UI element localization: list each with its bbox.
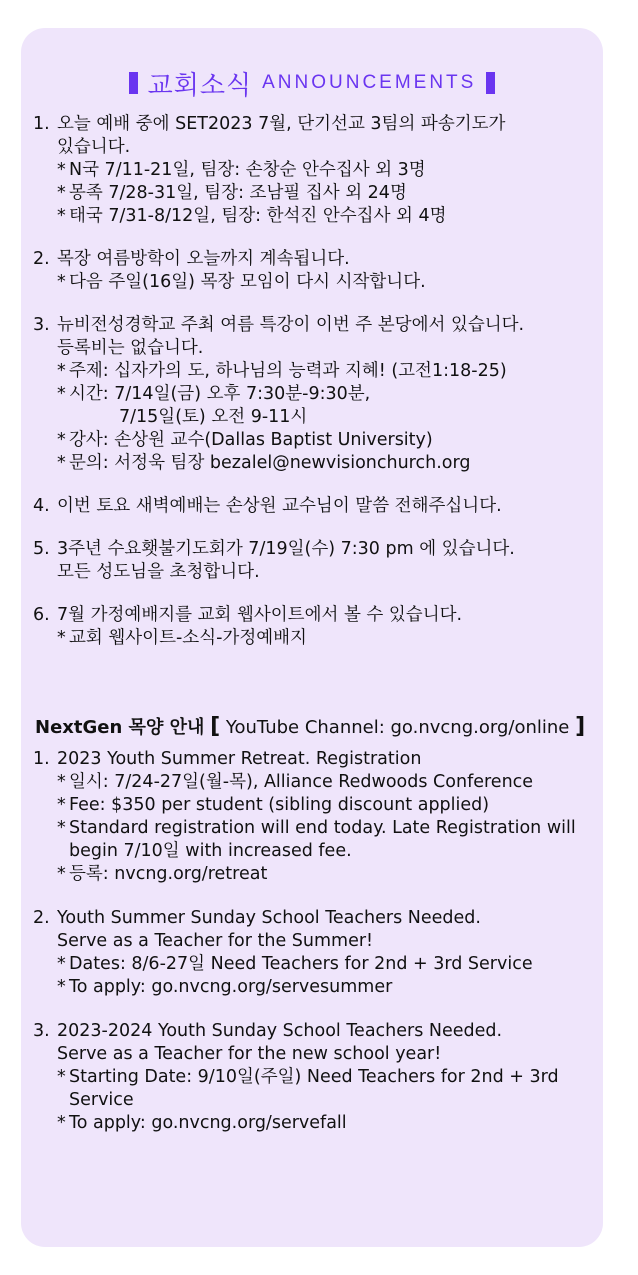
sub-item: 교회 웹사이트-소식-가정예배지 (69, 628, 307, 648)
nextgen-title: NextGen 목양 안내 (35, 717, 205, 738)
item-number: 4. (33, 496, 50, 516)
sub-item: Dates: 8/6-27일 Need Teachers for 2nd + 3rd Service (69, 954, 533, 974)
announcement-item: 6. 7월 가정예배지를 교회 웹사이트에서 볼 수 있습니다. * 교회 웹사이트-소식-가정예배지 (33, 604, 593, 650)
announcement-item: 2. 목장 여름방학이 오늘까지 계속됩니다. * 다음 주일(16일) 목장 모임이 다시 시작합니다. (33, 248, 593, 294)
retreat-link[interactable]: 등록: nvcng.org/retreat (69, 864, 268, 884)
item-text: 목장 여름방학이 오늘까지 계속됩니다. (57, 249, 350, 269)
bracket-open: [ (210, 714, 221, 739)
announcement-item: 1. 오늘 예배 중에 SET2023 7월, 단기선교 3팀의 파송기도가 있습니다. * N국 7/11-21일, 팀장: 손창순 안수집사 외 3명 * 몽족 7/28-31일, 팀장: 조남필 집사 외 24명 * 태국 7/31-8/12일, 팀장: 한석진 안수집사 외 4명 (33, 113, 593, 228)
sub-item: 일시: 7/24-27일(월-목), Alliance Redwoods Conference (69, 772, 534, 792)
sub-item: N국 7/11-21일, 팀장: 손창순 안수집사 외 3명 (69, 160, 426, 180)
item-text: 오늘 예배 중에 SET2023 7월, 단기선교 3팀의 파송기도가 (57, 114, 506, 134)
nextgen-item: 2. Youth Summer Sunday School Teachers Needed. Serve as a Teacher for the Summer! * Dates: 8/6-27일 Need Teachers for 2nd + 3rd Service * To apply: go.nvcng.org/servesummer (33, 907, 593, 999)
nextgen-list (33, 748, 593, 1156)
title-english: ANNOUNCEMENTS (262, 72, 477, 93)
item-number: 1. (33, 114, 50, 134)
announcement-item (33, 538, 593, 584)
item-text: 7월 가정예배지를 교회 웹사이트에서 볼 수 있습니다. (57, 605, 463, 625)
nextgen-item: 3. 2023-2024 Youth Sunday School Teachers Needed. Serve as a Teacher for the new school year! * Starting Date: 9/10일(주일) Need Teachers for 2nd + 3rd Service * To apply: go.nvcng.org/servefall (33, 1020, 593, 1135)
servefall-link[interactable]: To apply: go.nvcng.org/servefall (69, 1113, 347, 1133)
item-continuation: Serve as a Teacher for the new school year! (57, 1044, 442, 1064)
item-number: 6. (33, 605, 50, 625)
announcements-list (33, 113, 593, 670)
announcement-item: 3. 뉴비전성경학교 주최 여름 특강이 이번 주 본당에서 있습니다. 등록비는 없습니다. * 주제: 십자가의 도, 하나님의 능력과 지혜! (고전1:18-25) * 시간: 7/14일(금) 오후 7:30분-9:30분, 7/15일(토) 오전 9-11시 * 강사: 손상원 교수(Dallas Baptist University) * 문의: 서정욱 팀장 bezalel@newvisionchurch.org (33, 314, 593, 475)
sub-item: 강사: 손상원 교수(Dallas Baptist University) (69, 430, 433, 450)
item-text: 3주년 수요횃불기도회가 7/19일(수) 7:30 pm 에 있습니다. (57, 539, 515, 559)
item-number: 3. (33, 1021, 50, 1041)
right-bar-icon (486, 72, 495, 94)
servesummer-link[interactable]: To apply: go.nvcng.org/servesummer (69, 977, 393, 997)
nextgen-heading (35, 713, 585, 739)
page-title (21, 65, 603, 101)
item-text: 이번 토요 새벽예배는 손상원 교수님이 말씀 전해주십니다. (57, 496, 502, 516)
item-number: 2. (33, 908, 50, 928)
sub-item: 몽족 7/28-31일, 팀장: 조남필 집사 외 24명 (69, 183, 407, 203)
item-continuation: 등록비는 없습니다. (57, 338, 204, 358)
item-continuation: Serve as a Teacher for the Summer! (57, 931, 374, 951)
item-number: 1. (33, 749, 50, 769)
sub-item-continuation: 7/15일(토) 오전 9-11시 (119, 407, 308, 427)
sub-item: 다음 주일(16일) 목장 모임이 다시 시작합니다. (69, 272, 426, 292)
item-continuation: 있습니다. (57, 137, 131, 157)
item-text: 뉴비전성경학교 주최 여름 특강이 이번 주 본당에서 있습니다. (57, 315, 525, 335)
sub-item: Fee: $350 per student (sibling discount applied) (69, 795, 490, 815)
title-korean: 교회소식 (147, 70, 253, 101)
sub-item: 태국 7/31-8/12일, 팀장: 한석진 안수집사 외 4명 (69, 206, 447, 226)
left-bar-icon (129, 72, 138, 94)
youtube-channel-link[interactable]: YouTube Channel: go.nvcng.org/online (225, 717, 570, 738)
nextgen-item: 1. 2023 Youth Summer Retreat. Registration * 일시: 7/24-27일(월-목), Alliance Redwoods Conference * Fee: $350 per student (sibling discount applied) * Standard registration will end today. Late Registration will begin 7/10일 with increased fee. * 등록: nvcng.org/retreat (33, 748, 593, 886)
sub-item: Starting Date: 9/10일(주일) Need Teachers for 2nd + 3rd Service (69, 1067, 559, 1110)
sub-item: 문의: 서정욱 팀장 bezalel@newvisionchurch.org (69, 453, 471, 473)
bracket-close: ] (575, 714, 586, 739)
sub-item: Standard registration will end today. Late Registration will begin 7/10일 with increased fee. (69, 818, 576, 861)
announcement-item (33, 495, 593, 518)
item-number: 2. (33, 249, 50, 269)
item-text: 2023-2024 Youth Sunday School Teachers Needed. (57, 1021, 503, 1041)
item-continuation: 모든 성도님을 초청합니다. (57, 562, 260, 582)
item-text: Youth Summer Sunday School Teachers Needed. (57, 908, 481, 928)
sub-item: 시간: 7/14일(금) 오후 7:30분-9:30분, (69, 384, 371, 404)
item-number: 3. (33, 315, 50, 335)
sub-item: 주제: 십자가의 도, 하나님의 능력과 지혜! (고전1:18-25) (69, 361, 507, 381)
item-number: 5. (33, 539, 50, 559)
item-text: 2023 Youth Summer Retreat. Registration (57, 749, 422, 769)
